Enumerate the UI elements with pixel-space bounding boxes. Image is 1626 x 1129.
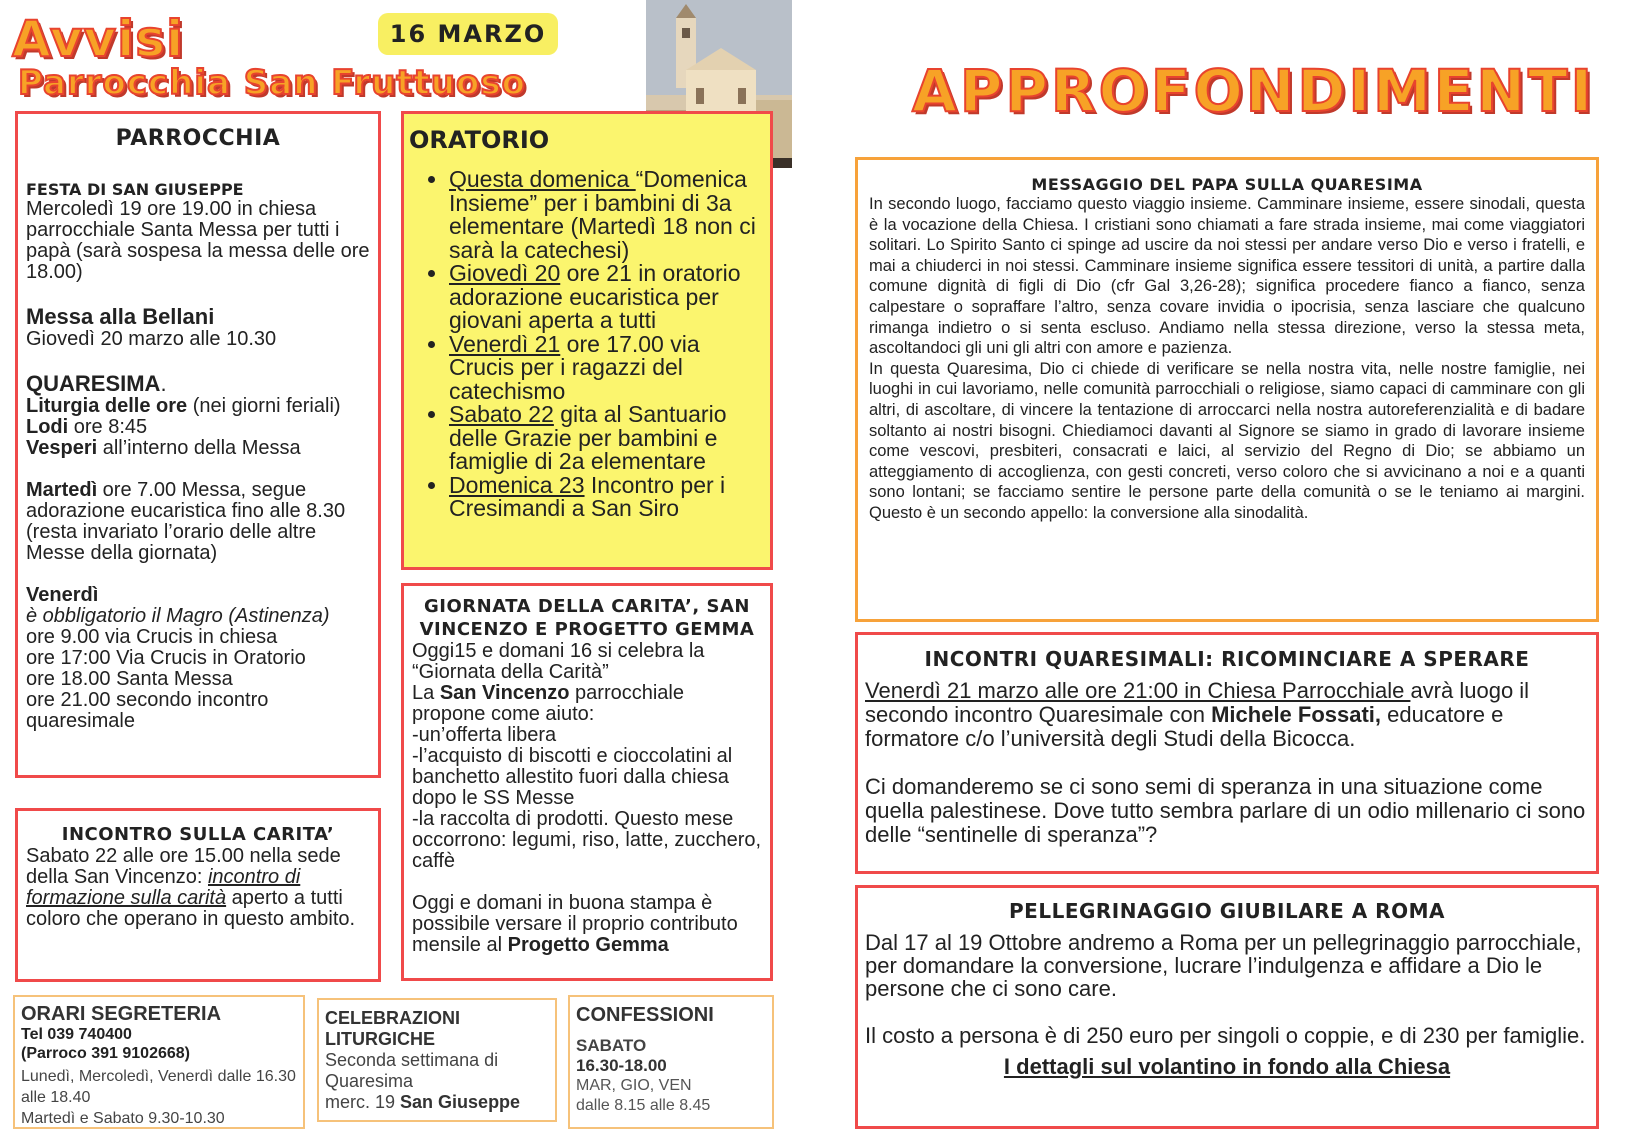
vesperi-rest: all’interno della Messa (97, 437, 301, 459)
incontri-para2: Ci domanderemo se ci sono semi di speranza in una situazione come quella palestinese. Dove tutto sembra parlare di un odio millenario ci sono delle “sentinelle di speranza”? (865, 774, 1586, 847)
liturgia-line (26, 396, 370, 417)
giornata-gemma: Progetto Gemma (507, 934, 669, 956)
martedi-label: Martedì (26, 479, 98, 501)
page-title-parrocchia: Parrocchia San Fruttuoso (18, 63, 526, 103)
incontri-text2: educatore e formatore c/o l’università degli Studi della Bicocca. (865, 702, 1504, 751)
quaresima-dot: . (160, 371, 167, 396)
incontri-box (855, 632, 1599, 874)
confessioni-sabato: SABATO (576, 1036, 647, 1055)
oratorio-box (401, 111, 773, 570)
lodi-label: Lodi (26, 416, 69, 438)
incontro-carita-text (26, 846, 370, 930)
bellani-heading: Messa alla Bellani (26, 304, 215, 329)
confessioni-feriali-hours: dalle 8.15 alle 8.45 (576, 1097, 711, 1114)
celebrazioni-date (325, 1092, 549, 1113)
pellegrinaggio-para1: Dal 17 al 19 Ottobre andremo a Roma per un pellegrinaggio parrocchiale, per domandare la conversione, lucrare l’indulgenza e affidare a Dio le persone che ci sono care. (865, 930, 1582, 1001)
oratorio-item-lead: Domenica 23 (449, 471, 585, 498)
venerdi-line: ore 17:00 Via Crucis in Oratorio (26, 647, 306, 669)
incontro-carita-link[interactable]: incontro di formazione sulla carità (26, 866, 301, 909)
oratorio-item-text: “Domenica Insieme” per i bambini di 3a elementare (Martedì 18 non ci sarà la catechesi) (449, 166, 756, 263)
confessioni-sabato-hours: 16.30-18.00 (576, 1056, 667, 1075)
pellegrinaggio-footer[interactable]: I dettagli sul volantino in fondo alla Chiesa (1003, 1054, 1451, 1079)
list-item (449, 330, 770, 404)
oratorio-item-lead: Venerdì 21 (449, 330, 561, 357)
giornata-item: -l’acquisto di biscotti e cioccolatini al banchetto allestito fuori dalla chiesa dopo le SS Messe (412, 745, 733, 809)
quaresima-heading: QUARESIMA (26, 371, 161, 396)
oratorio-item-text: Incontro per i Cresimandi a San Siro (449, 471, 726, 521)
segreteria-parroco: (Parroco 391 9102668) (21, 1045, 190, 1062)
papa-para2: In questa Quaresima, Dio ci chiede di verificare se nella nostra vita, nelle nostre famiglie, nei luoghi in cui lavoriamo, nelle comunità parrocchiali o religiose, siamo capaci di camminare con gli altri, di ascoltare, di vincere la tentazione di arroccarci nella nostra autoreferenzialità e di badare soltanto ai nostri bisogni. Chiediamoci davanti al Signore se siamo in grado di lavorare insieme come vescovi, presbiteri, consacrati e laici, al servizio del Regno di Dio; se abbiamo un atteggiamento di accoglienza, con gesti concreti, verso coloro che si avvicinano a noi e a quanti sono lontani; se facciamo sentire le persone parte della comunità o se le teniamo ai margini. Questo è un secondo appello: la conversione alla sinodalità. (869, 359, 1585, 522)
confessioni-heading: CONFESSIONI (576, 1004, 714, 1026)
incontro-carita-box (15, 808, 381, 982)
venerdi-line: ore 18.00 Santa Messa (26, 668, 233, 690)
celebrazioni-giuseppe: San Giuseppe (400, 1092, 521, 1112)
date-badge: 16 MARZO (378, 13, 558, 55)
incontro-carita-text1: Sabato 22 alle ore 15.00 nella sede della San Vincenzo: (26, 845, 341, 888)
papa-box (855, 157, 1599, 622)
celebrazioni-heading: CELEBRAZIONI LITURGICHE (325, 1008, 460, 1049)
venerdi-heading: Venerdì (26, 584, 99, 606)
vesperi-line (26, 438, 370, 459)
lodi-rest: ore 8:45 (68, 416, 148, 438)
martedi-line (26, 480, 370, 564)
segreteria-tel: Tel 039 740400 (21, 1026, 132, 1043)
list-item (449, 262, 770, 333)
martedi-rest: ore 7.00 Messa, segue adorazione eucaristica fino alle 8.30 (resta invariato l’orario delle altre Messe della giornata) (26, 479, 346, 564)
list-item (449, 403, 770, 474)
parrocchia-box (15, 111, 381, 778)
oratorio-item-lead: Questa domenica (449, 166, 636, 192)
incontri-speaker: Michele Fossati, (1211, 702, 1382, 727)
celebrazioni-text: Seconda settimana di Quaresima (325, 1050, 499, 1091)
quaresima-heading-line (26, 372, 370, 396)
oratorio-list (404, 168, 770, 521)
segreteria-line2: Martedì e Sabato 9.30-10.30 (21, 1110, 225, 1127)
list-item (449, 471, 770, 521)
segreteria-heading: ORARI SEGRETERIA (21, 1003, 222, 1025)
giornata-box (401, 583, 773, 981)
incontri-link[interactable]: Venerdì 21 marzo alle ore 21:00 in Chiesa Parrocchiale (865, 678, 1411, 703)
incontri-para1 (865, 679, 1589, 751)
venerdi-line: ore 21.00 secondo incontro quaresimale (26, 689, 269, 732)
vesperi-label: Vesperi (26, 437, 98, 459)
celebrazioni-box (317, 998, 557, 1122)
venerdi-magro: è obbligatorio il Magro (Astinenza) (26, 605, 330, 627)
celebrazioni-merc: merc. 19 (325, 1092, 401, 1112)
incontro-carita-heading: INCONTRO SULLA CARITA’ (61, 824, 335, 845)
giornata-sanvincenzo (412, 683, 762, 725)
oratorio-heading: ORATORIO (409, 126, 550, 154)
list-item (449, 168, 770, 262)
approfondimenti-title: APPROFONDIMENTI (912, 57, 1596, 125)
pellegrinaggio-para2: Il costo a persona è di 250 euro per singoli o coppie, e di 230 per famiglie. (865, 1023, 1586, 1048)
confessioni-box (568, 995, 774, 1129)
festa-text: Mercoledì 19 ore 19.00 in chiesa parrocchiale Santa Messa per tutti i papà (sarà sospesa la messa delle ore 18.00) (26, 198, 370, 283)
papa-heading: MESSAGGIO DEL PAPA SULLA QUARESIMA (1031, 175, 1423, 194)
giornata-item: -un’offerta libera (412, 724, 557, 746)
lodi-line (26, 417, 370, 438)
parrocchia-heading: PARROCCHIA (115, 126, 281, 151)
giornata-line1: Oggi15 e domani 16 si celebra la “Giornata della Carità” (412, 640, 705, 683)
oratorio-item-text: gita al Santuario delle Grazie per bambini e famiglie di 2a elementare (449, 401, 727, 474)
oratorio-item-lead: Giovedì 20 (449, 260, 561, 286)
giornata-item: -la raccolta di prodotti. Questo mese occorrono: legumi, riso, latte, zucchero, caffè (412, 808, 762, 872)
segreteria-box (13, 995, 305, 1129)
incontri-heading: INCONTRI QUARESIMALI: RICOMINCIARE A SPERARE (924, 647, 1530, 671)
festa-heading: FESTA DI SAN GIUSEPPE (26, 180, 244, 199)
incontro-carita-text2: aperto a tutti coloro che operano in questo ambito. (26, 887, 356, 930)
papa-para1: In secondo luogo, facciamo questo viaggio insieme. Camminare insieme, essere sinodali, questa è la vocazione della Chiesa. I cristiani sono chiamati a fare strada insieme, mai come viaggiatori solitari. Lo Spirito Santo ci spinge ad uscire da noi stessi per andare verso Dio e verso i fratelli, e mai a chiuderci in noi stessi. Camminare insieme significa essere tessitori di unità, a partire dalla comune dignità di figli di Dio (cfr Gal 3,26-28); significa procedere fianco a fianco, senza calpestare o sopraffare l’altro, senza covare invidia o ipocrisia, senza lasciare che qualcuno rimanga indietro o si senta escluso. Andiamo nella stessa direzione, verso la stessa meta, ascoltandoci gli uni gli altri con amore e pazienza. (869, 195, 1585, 358)
giornata-heading: GIORNATA DELLA CARITA’, SAN VINCENZO E PROGETTO GEMMA (419, 596, 755, 640)
segreteria-line1: Lunedì, Mercoledì, Venerdì dalle 16.30 alle 18.40 (21, 1068, 296, 1106)
venerdi-line: ore 9.00 via Crucis in chiesa (26, 626, 278, 648)
giornata-rest: parrocchiale propone come aiuto: (412, 682, 684, 725)
incontri-text1: avrà luogo il secondo incontro Quaresimale con (865, 678, 1530, 727)
liturgia-rest: (nei giorni feriali) (187, 395, 341, 417)
oratorio-item-lead: Sabato 22 (449, 401, 554, 427)
giornata-closing (412, 893, 762, 956)
giornata-la: La (412, 682, 440, 704)
pellegrinaggio-heading: PELLEGRINAGGIO GIUBILARE A ROMA (1009, 899, 1445, 923)
page-title-avvisi: Avvisi (12, 10, 185, 68)
giornata-sanvincenzo-label: San Vincenzo (439, 682, 570, 704)
giornata-closing-text: Oggi e domani in buona stampa è possibile versare il proprio contributo mensile al (412, 892, 738, 956)
oratorio-item-text: ore 21 in oratorio adorazione eucaristica per giovani aperta a tutti (449, 260, 741, 333)
pellegrinaggio-box (855, 885, 1599, 1129)
liturgia-label: Liturgia delle ore (26, 395, 188, 417)
confessioni-feriali: MAR, GIO, VEN (576, 1077, 692, 1094)
oratorio-item-text: ore 17.00 via Crucis per i ragazzi del catechismo (449, 330, 700, 404)
bellani-text: Giovedì 20 marzo alle 10.30 (26, 328, 277, 350)
